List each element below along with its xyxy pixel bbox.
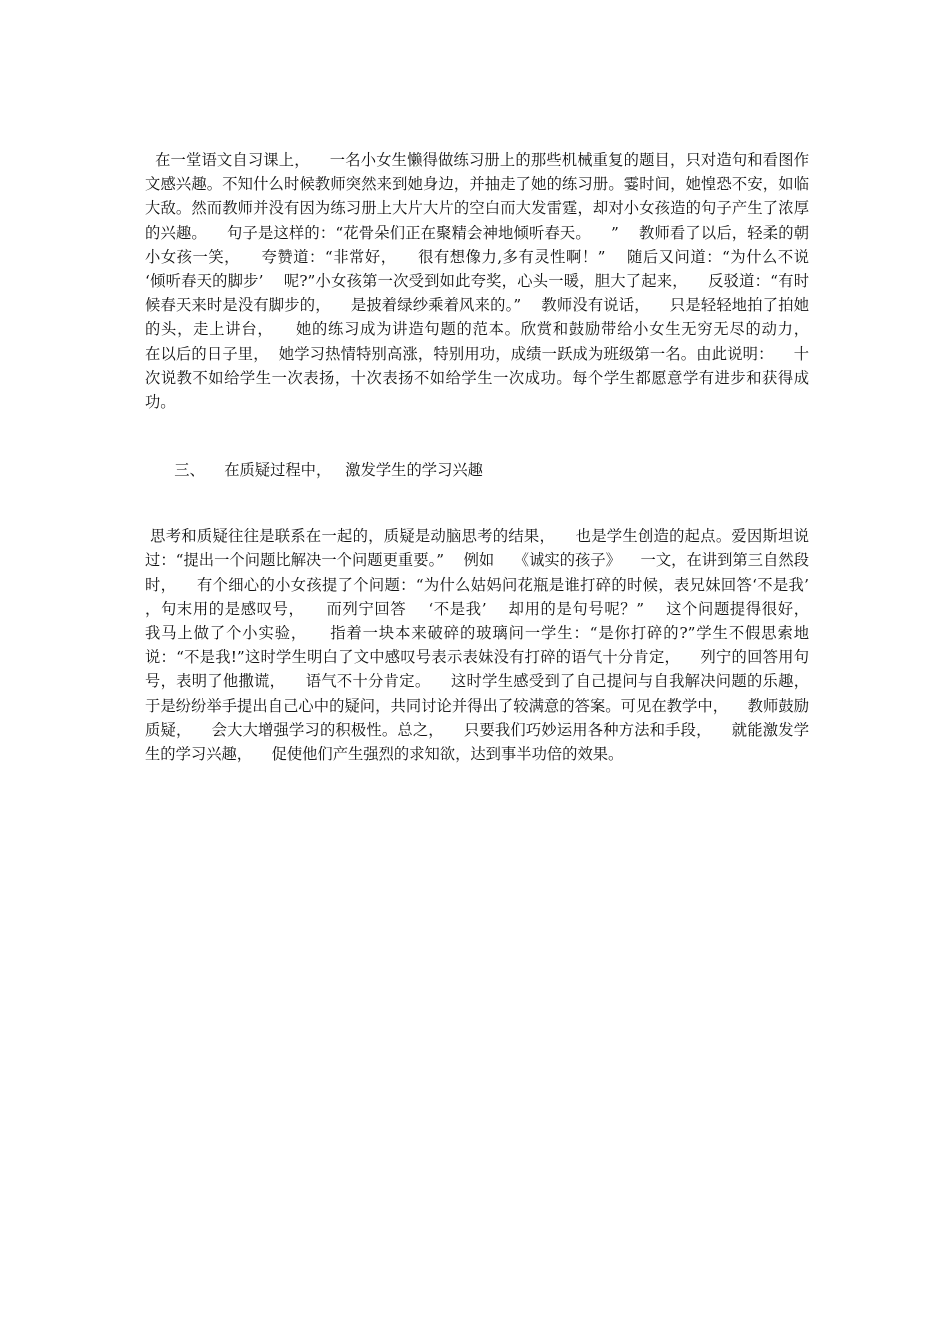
section-number: 三、	[174, 461, 205, 480]
document-body	[145, 148, 829, 766]
paragraph-questioning: 思考和质疑往往是联系在一起的，质疑是动脑思考的结果， 也是学生创造的起点。爱因斯坦说过：“提出一个问题比解决一个问题更重要。” 例如 《诚实的孩子》 一文，在讲到第三自然段时， 有个细心的小女孩提了个问题：“为什么姑妈问花瓶是谁打碎的时候，表兄妹回答‘不是我’ ，句末用的是感叹号， 而列宁回答 ‘不是我’ 却用的是句号呢？” 这个问题提得很好， 我马上做了个小实验， 指着一块本来破碎的玻璃问一学生：“是你打碎的?”学生不假思索地说：“不是我!”这时学生明白了文中感叹号表示表妹没有打碎的语气十分肯定， 列宁的回答用句号，表明了他撒谎， 语气不十分肯定。 这时学生感受到了自己提问与自我解决问题的乐趣，于是纷纷举手提出自己心中的疑问，共同讨论并得出了较满意的答案。可见在教学中， 教师鼓励质疑， 会大大增强学习的积极性。总之， 只要我们巧妙运用各种方法和手段， 就能激发学生的学习兴趣， 促使他们产生强烈的求知欲，达到事半功倍的效果。	[145, 527, 829, 764]
section-heading-part-1: 在质疑过程中，	[224, 461, 332, 480]
section-heading-three	[145, 434, 809, 506]
paragraph-praise-story: 在一堂语文自习课上， 一名小女生懒得做练习册上的那些机械重复的题目，只对造句和看图作文感兴趣。不知什么时候教师突然来到她身边，并抽走了她的练习册。霎时间，她惶恐不安，如临大敌。然而教师并没有因为练习册上大片大片的空白而大发雷霆，却对小女孩造的句子产生了浓厚的兴趣。 句子是这样的：“花骨朵们正在聚精会神地倾听春天。 ” 教师看了以后，轻柔的朝小女孩一笑， 夸赞道：“非常好， 很有想像力,多有灵性啊！” 随后又问道：“为什么不说 ‘倾听春天的脚步’ 呢?”小女孩第一次受到如此夸奖，心头一暖，胆大了起来， 反驳道：“有时候春天来时是没有脚步的， 是披着绿纱乘着风来的。” 教师没有说话， 只是轻轻地拍了拍她的头，走上讲台， 她的练习成为讲造句题的范本。欣赏和鼓励带给小女生无穷无尽的动力， 在以后的日子里， 她学习热情特别高涨，特别用功，成绩一跃成为班级第一名。由此说明： 十次说教不如给学生一次表扬，十次表扬不如给学生一次成功。每个学生都愿意学有进步和获得成功。	[145, 151, 829, 412]
section-heading-part-2: 激发学生的学习兴趣	[345, 461, 483, 480]
